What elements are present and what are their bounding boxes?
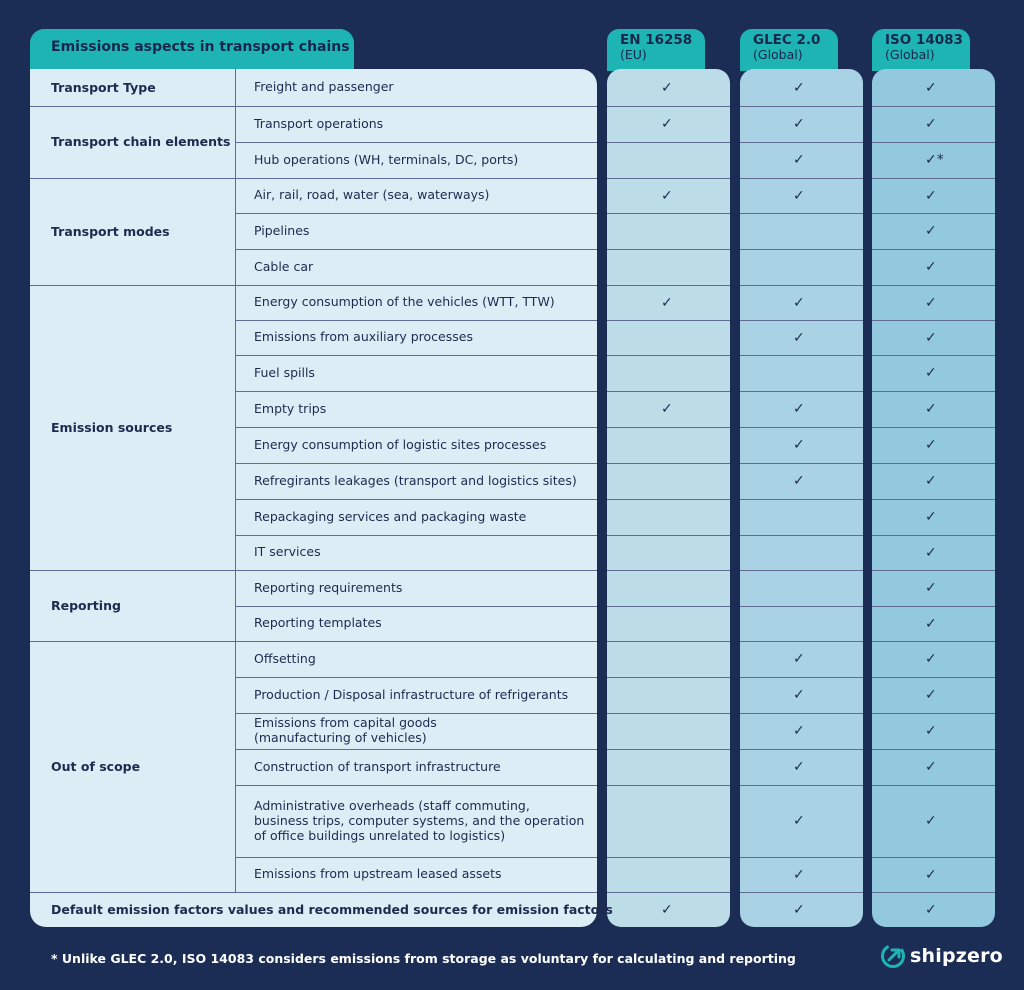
row-divider bbox=[872, 249, 995, 250]
column-header-glec bbox=[740, 29, 838, 71]
row-divider bbox=[235, 677, 597, 678]
row-divider bbox=[872, 713, 995, 714]
row-divider bbox=[740, 391, 863, 392]
category-label: Default emission factors values and recommended sources for emission factors bbox=[51, 901, 613, 917]
row-divider bbox=[235, 463, 597, 464]
row-divider bbox=[30, 892, 597, 893]
row-divider bbox=[30, 285, 597, 286]
row-divider bbox=[607, 142, 730, 143]
check-icon: ✓ bbox=[925, 437, 937, 453]
row-divider bbox=[30, 570, 597, 571]
aspect-label: IT services bbox=[254, 544, 321, 559]
category-label: Transport chain elements bbox=[51, 134, 231, 149]
row-divider bbox=[607, 606, 730, 607]
check-icon: ✓ bbox=[661, 79, 673, 96]
check-icon: ✓* bbox=[925, 152, 944, 168]
aspect-label: Emissions from upstream leased assets bbox=[254, 866, 502, 881]
aspect-label: Reporting templates bbox=[254, 615, 382, 630]
check-icon: ✓ bbox=[925, 223, 937, 239]
row-divider bbox=[607, 785, 730, 786]
table-title: Emissions aspects in transport chains bbox=[30, 29, 354, 69]
aspect-label: Offsetting bbox=[254, 650, 316, 666]
row-divider bbox=[872, 677, 995, 678]
check-icon: ✓ bbox=[793, 651, 805, 667]
check-icon: ✓ bbox=[793, 759, 805, 775]
row-divider bbox=[872, 606, 995, 607]
column-header-en16258 bbox=[607, 29, 705, 71]
aspect-label: Energy consumption of logistic sites processes bbox=[254, 436, 547, 452]
check-icon: ✓ bbox=[793, 813, 805, 829]
check-icon: ✓ bbox=[793, 329, 805, 346]
aspect-label: Construction of transport infrastructure bbox=[254, 758, 501, 774]
row-divider bbox=[607, 320, 730, 321]
row-divider bbox=[872, 892, 995, 893]
row-divider bbox=[30, 641, 597, 642]
check-icon: ✓ bbox=[925, 116, 937, 132]
row-divider bbox=[872, 178, 995, 179]
row-divider bbox=[607, 106, 730, 107]
aspect-label: Repackaging services and packaging waste bbox=[254, 508, 527, 524]
row-divider bbox=[235, 320, 597, 321]
row-divider bbox=[740, 606, 863, 607]
check-icon: ✓ bbox=[925, 365, 937, 381]
row-divider bbox=[872, 499, 995, 500]
aspect-label: Administrative overheads (staff commuting, business trips, computer systems, and the operation of office buildings unrelated to logistics) bbox=[254, 797, 585, 843]
standard-name: ISO 14083 bbox=[885, 32, 963, 48]
category-label: Transport modes bbox=[51, 223, 170, 239]
row-divider bbox=[235, 499, 597, 500]
check-icon: ✓ bbox=[925, 509, 937, 525]
row-divider bbox=[740, 499, 863, 500]
check-icon: ✓ bbox=[925, 187, 937, 204]
aspect-label: Cable car bbox=[254, 258, 314, 274]
row-divider bbox=[872, 463, 995, 464]
check-icon: ✓ bbox=[793, 687, 805, 703]
row-divider bbox=[235, 713, 597, 714]
aspect-label: Emissions from capital goods (manufacturing of vehicles) bbox=[254, 715, 437, 745]
row-divider bbox=[740, 641, 863, 642]
row-divider bbox=[740, 857, 863, 858]
check-icon: ✓ bbox=[661, 116, 673, 132]
row-divider bbox=[872, 570, 995, 571]
check-icon: ✓ bbox=[661, 401, 673, 417]
row-divider bbox=[740, 213, 863, 214]
row-divider bbox=[235, 355, 597, 356]
row-divider bbox=[872, 857, 995, 858]
check-icon: ✓ bbox=[793, 401, 805, 417]
check-icon: ✓ bbox=[793, 79, 805, 96]
shipzero-logo-icon bbox=[880, 943, 906, 969]
row-divider bbox=[872, 320, 995, 321]
row-divider bbox=[740, 178, 863, 179]
row-divider bbox=[607, 178, 730, 179]
category-label: Reporting bbox=[51, 597, 121, 613]
row-divider bbox=[607, 463, 730, 464]
check-icon: ✓ bbox=[793, 187, 805, 204]
row-divider bbox=[607, 391, 730, 392]
row-divider bbox=[740, 249, 863, 250]
category-label: Emission sources bbox=[51, 419, 173, 435]
row-divider bbox=[235, 142, 597, 143]
check-icon: ✓ bbox=[925, 259, 937, 275]
aspect-label: Energy consumption of the vehicles (WTT, TTW) bbox=[254, 294, 555, 309]
row-divider bbox=[607, 677, 730, 678]
check-icon: ✓ bbox=[793, 437, 805, 453]
check-icon: ✓ bbox=[925, 723, 937, 739]
check-icon: ✓ bbox=[661, 187, 673, 204]
row-divider bbox=[872, 213, 995, 214]
aspect-label: Empty trips bbox=[254, 400, 327, 416]
row-divider bbox=[740, 463, 863, 464]
row-divider bbox=[235, 391, 597, 392]
row-divider bbox=[607, 857, 730, 858]
check-icon: ✓ bbox=[925, 813, 937, 829]
column-divider bbox=[235, 69, 236, 892]
row-divider bbox=[235, 785, 597, 786]
check-icon: ✓ bbox=[925, 901, 937, 918]
check-icon: ✓ bbox=[793, 473, 805, 489]
check-icon: ✓ bbox=[661, 901, 673, 918]
row-divider bbox=[607, 427, 730, 428]
row-divider bbox=[235, 749, 597, 750]
row-divider bbox=[607, 499, 730, 500]
row-divider bbox=[740, 785, 863, 786]
category-label: Out of scope bbox=[51, 758, 141, 774]
check-icon: ✓ bbox=[793, 294, 805, 311]
aspect-label: Hub operations (WH, terminals, DC, ports) bbox=[254, 151, 519, 167]
check-icon: ✓ bbox=[925, 79, 937, 96]
row-divider bbox=[740, 570, 863, 571]
row-divider bbox=[872, 106, 995, 107]
check-icon: ✓ bbox=[925, 580, 937, 596]
check-icon: ✓ bbox=[925, 759, 937, 775]
check-icon: ✓ bbox=[925, 329, 937, 346]
category-label: Transport Type bbox=[51, 79, 156, 95]
row-divider bbox=[740, 749, 863, 750]
check-icon: ✓ bbox=[793, 116, 805, 132]
check-icon: ✓ bbox=[925, 866, 937, 883]
standard-name: GLEC 2.0 bbox=[753, 32, 821, 48]
row-divider bbox=[235, 606, 597, 607]
row-divider bbox=[740, 355, 863, 356]
row-divider bbox=[740, 535, 863, 536]
aspect-label: Pipelines bbox=[254, 222, 310, 238]
row-divider bbox=[872, 391, 995, 392]
check-icon: ✓ bbox=[793, 152, 805, 168]
row-divider bbox=[607, 713, 730, 714]
check-icon: ✓ bbox=[793, 723, 805, 739]
column-header-iso14083 bbox=[872, 29, 970, 71]
brand-logo bbox=[880, 943, 1003, 969]
row-divider bbox=[872, 785, 995, 786]
row-divider bbox=[30, 178, 597, 179]
aspect-label: Refregirants leakages (transport and logistics sites) bbox=[254, 472, 577, 488]
row-divider bbox=[607, 892, 730, 893]
row-divider bbox=[740, 892, 863, 893]
check-icon: ✓ bbox=[661, 294, 673, 311]
row-divider bbox=[740, 677, 863, 678]
check-icon: ✓ bbox=[925, 401, 937, 417]
check-icon: ✓ bbox=[925, 651, 937, 667]
check-icon: ✓ bbox=[793, 866, 805, 883]
row-divider bbox=[872, 355, 995, 356]
row-divider bbox=[740, 713, 863, 714]
aspect-label: Production / Disposal infrastructure of refrigerants bbox=[254, 686, 569, 702]
row-divider bbox=[607, 355, 730, 356]
check-icon: ✓ bbox=[925, 615, 937, 632]
standard-region: (EU) bbox=[620, 46, 647, 62]
aspect-label: Air, rail, road, water (sea, waterways) bbox=[254, 187, 490, 202]
row-divider bbox=[872, 641, 995, 642]
row-divider bbox=[872, 285, 995, 286]
row-divider bbox=[607, 749, 730, 750]
row-divider bbox=[607, 285, 730, 286]
check-icon: ✓ bbox=[925, 687, 937, 703]
row-divider bbox=[740, 285, 863, 286]
aspect-label: Fuel spills bbox=[254, 364, 315, 380]
row-divider bbox=[607, 641, 730, 642]
row-divider bbox=[235, 427, 597, 428]
row-divider bbox=[740, 320, 863, 321]
row-divider bbox=[30, 106, 597, 107]
row-divider bbox=[607, 535, 730, 536]
row-divider bbox=[872, 142, 995, 143]
row-divider bbox=[235, 213, 597, 214]
row-divider bbox=[607, 249, 730, 250]
check-icon: ✓ bbox=[925, 294, 937, 311]
row-divider bbox=[740, 427, 863, 428]
aspect-label: Reporting requirements bbox=[254, 579, 403, 595]
standard-region: (Global) bbox=[753, 46, 803, 62]
check-icon: ✓ bbox=[925, 473, 937, 489]
check-icon: ✓ bbox=[793, 901, 805, 918]
row-divider bbox=[235, 249, 597, 250]
aspect-label: Emissions from auxiliary processes bbox=[254, 329, 473, 344]
row-divider bbox=[872, 749, 995, 750]
standard-name: EN 16258 bbox=[620, 32, 693, 48]
row-divider bbox=[235, 535, 597, 536]
aspect-label: Freight and passenger bbox=[254, 79, 394, 94]
row-divider bbox=[740, 106, 863, 107]
brand-name: shipzero bbox=[910, 945, 1003, 967]
footnote: * Unlike GLEC 2.0, ISO 14083 considers emissions from storage as voluntary for calculating and reporting bbox=[51, 951, 796, 966]
row-divider bbox=[607, 213, 730, 214]
standard-region: (Global) bbox=[885, 46, 935, 62]
row-divider bbox=[235, 857, 597, 858]
row-divider bbox=[872, 535, 995, 536]
row-divider bbox=[607, 570, 730, 571]
aspect-label: Transport operations bbox=[254, 115, 384, 131]
check-icon: ✓ bbox=[925, 544, 937, 561]
row-divider bbox=[740, 142, 863, 143]
row-divider bbox=[872, 427, 995, 428]
